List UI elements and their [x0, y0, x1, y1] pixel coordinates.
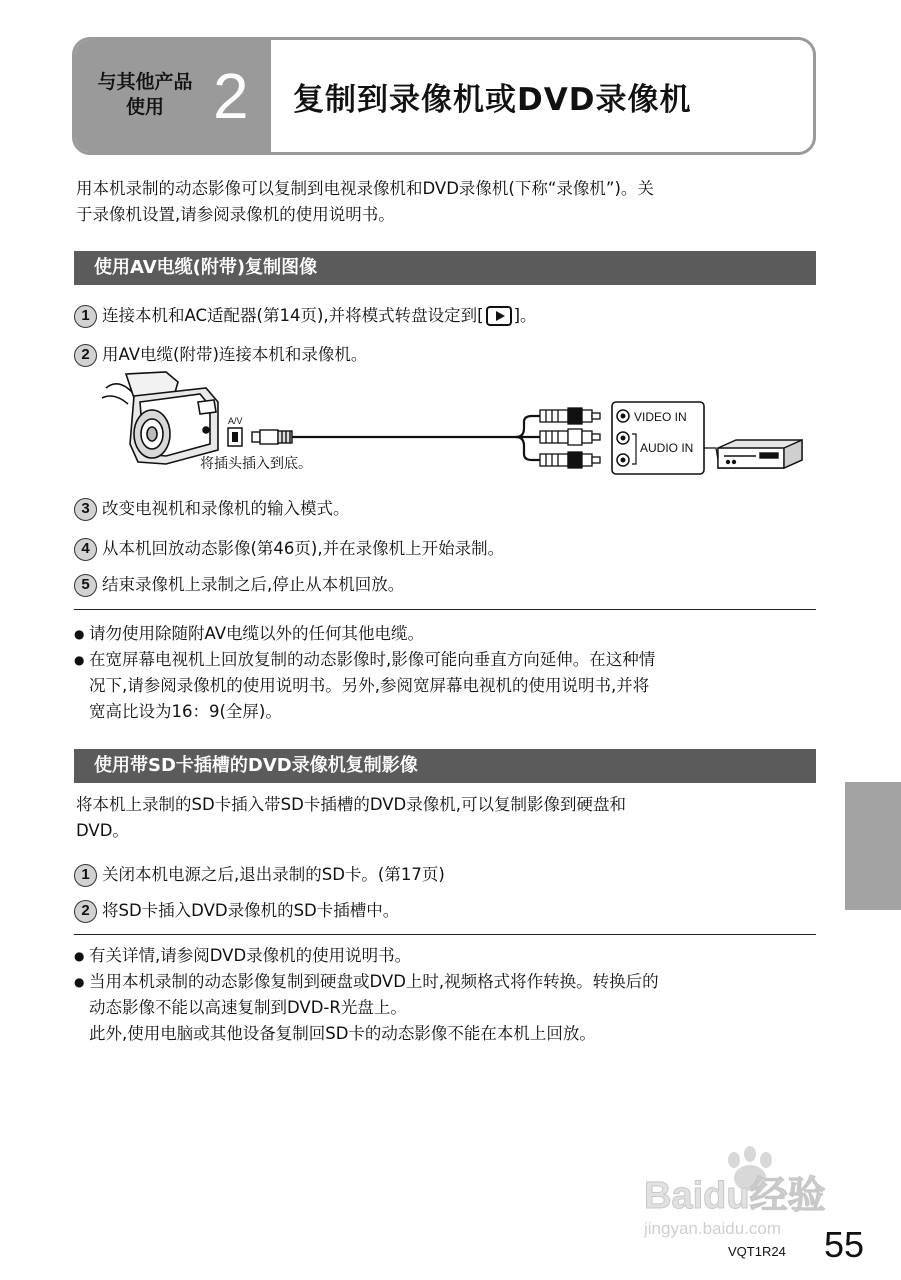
note-text: 有关详情,请参阅DVD录像机的使用说明书。 — [89, 946, 412, 965]
av-cable — [292, 416, 540, 460]
play-mode-icon — [486, 306, 512, 326]
video-in-label: VIDEO IN — [634, 410, 687, 424]
step-number: 1 — [74, 864, 97, 887]
step-text: 将SD卡插入DVD录像机的SD卡插槽中。 — [102, 901, 400, 920]
section-title-sd-dvd: 使用带SD卡插槽的DVD录像机复制影像 — [74, 749, 816, 783]
bullet-icon: ● — [74, 949, 85, 963]
step-text: 从本机回放动态影像(第46页),并在录像机上开始录制。 — [102, 539, 505, 558]
note-item — [74, 647, 816, 673]
audio-in-label: AUDIO IN — [640, 441, 694, 455]
chapter-number: 2 — [213, 60, 249, 132]
chapter-category-panel — [75, 40, 271, 152]
step-4-playback — [74, 537, 504, 561]
step-5-stop — [74, 573, 404, 597]
section2-intro-line1: 将本机上录制的SD卡插入带SD卡插槽的DVD录像机,可以复制影像到硬盘和 — [76, 795, 627, 814]
intro-paragraph — [76, 176, 816, 228]
chapter-category-line2: 使用 — [125, 96, 164, 118]
step-text: 关闭本机电源之后,退出录制的SD卡。(第17页) — [102, 865, 445, 884]
note-text: 当用本机录制的动态影像复制到硬盘或DVD上时,视频格式将作转换。转换后的 — [89, 972, 659, 991]
step-1-connect — [74, 304, 537, 328]
page-title: 复制到录像机或DVD录像机 — [293, 82, 692, 118]
plug-caption: 将插头插入到底。 — [200, 455, 312, 471]
chapter-category — [81, 70, 209, 120]
bullet-icon: ● — [74, 653, 85, 667]
step-text: 改变电视机和录像机的输入模式。 — [102, 499, 350, 518]
note-item — [74, 943, 816, 969]
note-item — [74, 969, 816, 995]
section2-intro — [76, 792, 816, 844]
note-text: 请勿使用除随附AV电缆以外的任何其他电缆。 — [89, 624, 425, 643]
section-title-av-cable: 使用AV电缆(附带)复制图像 — [74, 251, 816, 285]
watermark-brand: Baidu经验 — [644, 1175, 826, 1217]
bullet-icon: ● — [74, 975, 85, 989]
chapter-side-tab — [845, 782, 901, 910]
sd-step-1-eject — [74, 863, 445, 887]
note-item — [74, 621, 816, 647]
connection-diagram — [96, 368, 808, 480]
note-continuation: 动态影像不能以高速复制到DVD-R光盘上。 — [89, 998, 407, 1017]
step-number: 3 — [74, 498, 97, 521]
note-continuation: 宽高比设为16：9(全屏)。 — [89, 702, 282, 721]
rca-plugs — [540, 408, 600, 468]
page-number: 55 — [824, 1224, 865, 1265]
av-port — [228, 416, 243, 446]
bullet-icon: ● — [74, 627, 85, 641]
note-continuation: 此外,使用电脑或其他设备复制回SD卡的动态影像不能在本机上回放。 — [89, 1024, 596, 1043]
step-text: 结束录像机上录制之后,停止从本机回放。 — [102, 575, 405, 594]
step-text: 连接本机和AC适配器(第14页),并将模式转盘设定到[ — [102, 306, 484, 325]
intro-line1: 用本机录制的动态影像可以复制到电视录像机和DVD录像机(下称“录像机”)。关 — [76, 179, 654, 198]
step-2-av-cable — [74, 343, 367, 367]
divider — [74, 934, 816, 935]
intro-line2: 于录像机设置,请参阅录像机的使用说明书。 — [76, 205, 395, 224]
document-code: VQT1R24 — [728, 1244, 786, 1259]
divider — [74, 609, 816, 610]
step-number: 2 — [74, 900, 97, 923]
av-plug — [252, 430, 292, 444]
step-3-input-mode — [74, 497, 350, 521]
step-number: 5 — [74, 574, 97, 597]
note-continuation: 况下,请参阅录像机的使用说明书。另外,参阅宽屏幕电视机的使用说明书,并将 — [89, 676, 650, 695]
chapter-header — [72, 37, 816, 155]
av-port-label: A/V — [228, 416, 243, 426]
recorder-input-panel — [612, 402, 704, 474]
step-text-end: ]。 — [513, 306, 537, 325]
watermark-url: jingyan.baidu.com — [644, 1219, 782, 1238]
section2-intro-line2: DVD。 — [76, 821, 129, 840]
dvd-recorder-illustration — [718, 440, 802, 468]
camcorder-illustration — [102, 372, 218, 464]
pointer-line — [704, 448, 718, 460]
note-text: 在宽屏幕电视机上回放复制的动态影像时,影像可能向垂直方向延伸。在这种情 — [89, 650, 656, 669]
step-number: 1 — [74, 305, 97, 328]
step-number: 4 — [74, 538, 97, 561]
chapter-category-line1: 与其他产品 — [97, 71, 193, 93]
step-text: 用AV电缆(附带)连接本机和录像机。 — [102, 345, 368, 364]
sd-step-2-insert — [74, 899, 399, 923]
step-number: 2 — [74, 344, 97, 367]
